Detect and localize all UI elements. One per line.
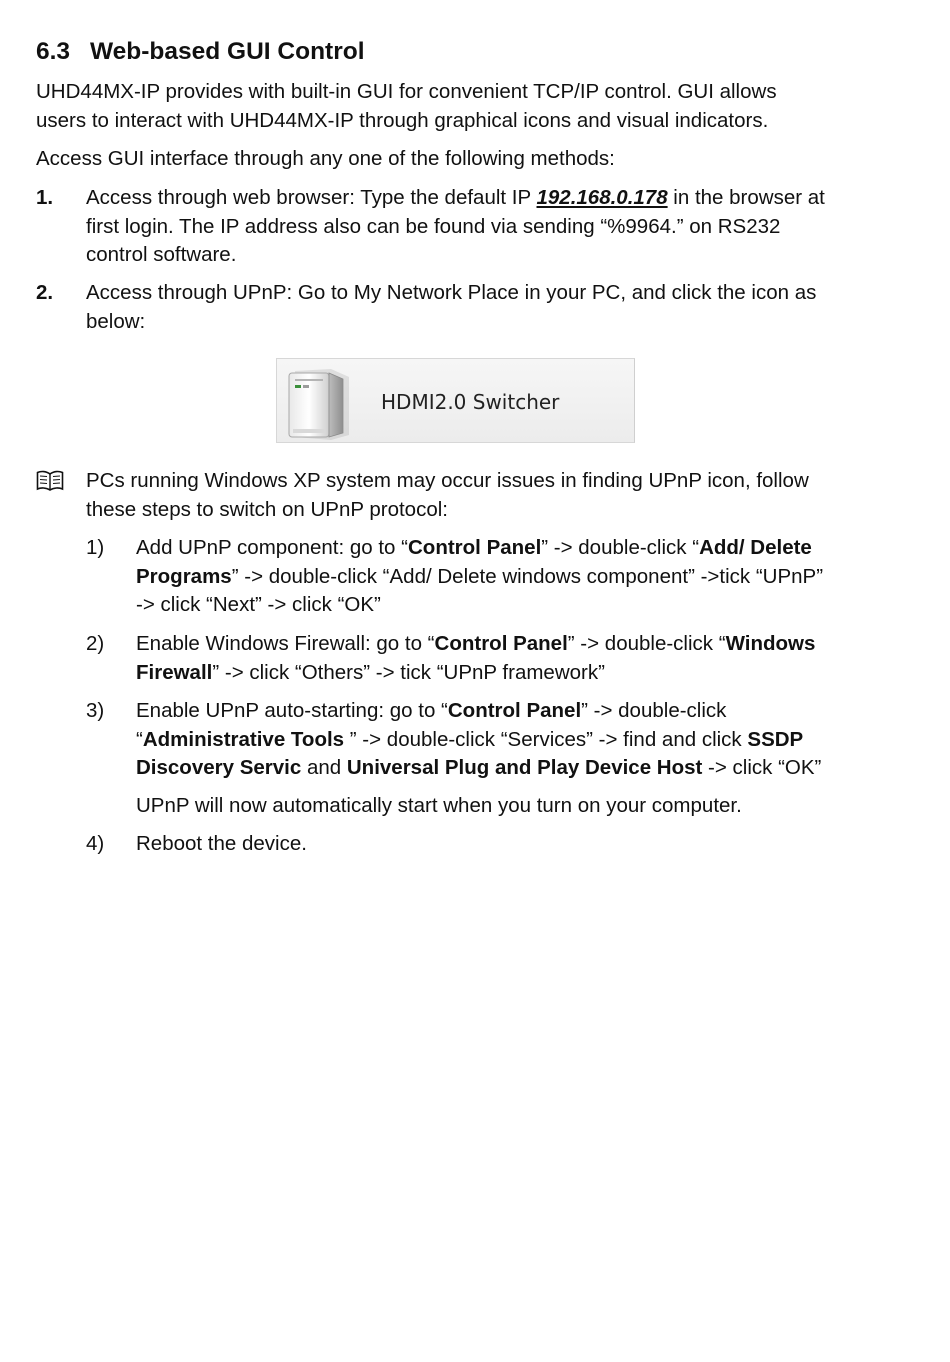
access-lead: Access GUI interface through any one of the following methods: bbox=[36, 147, 615, 170]
step-4-line-1: Reboot the device. bbox=[136, 832, 307, 855]
upnp-device-entry[interactable] bbox=[276, 358, 635, 443]
method-body-2 bbox=[86, 279, 886, 336]
upnp-device-host-term: Universal Plug and Play Device Host bbox=[346, 756, 703, 780]
media-device-icon bbox=[281, 365, 351, 441]
method-1-text-post: in the browser at bbox=[667, 186, 825, 209]
step-2-text-a: Enable Windows Firewall: go to “ bbox=[136, 632, 435, 655]
intro-line-2: users to interact with UHD44MX-IP through graphical icons and visual indicators. bbox=[36, 108, 769, 132]
step-marker-2: 2) bbox=[86, 632, 105, 655]
method-marker-1: 1. bbox=[36, 186, 54, 209]
step-3-line-3 bbox=[136, 754, 876, 783]
step-body-4 bbox=[136, 830, 876, 859]
step-1-text-c: ” -> double-click “Add/ Delete windows component” ->tick “UPnP” bbox=[231, 564, 824, 588]
step-1-line-1 bbox=[136, 534, 876, 563]
upnp-device-label: HDMI2.0 Switcher bbox=[381, 390, 560, 414]
book-icon bbox=[36, 470, 64, 492]
programs-term: Programs bbox=[136, 564, 232, 588]
step-marker-1: 1) bbox=[86, 536, 105, 559]
step-3-line-2 bbox=[136, 726, 876, 755]
method-1-line-1 bbox=[86, 184, 886, 213]
control-panel-term: Control Panel bbox=[434, 632, 568, 655]
section-heading bbox=[36, 36, 365, 68]
method-body-1 bbox=[86, 184, 886, 270]
control-panel-term: Control Panel bbox=[447, 699, 582, 722]
method-2-line-2: below: bbox=[86, 309, 146, 333]
method-1-line-2: first login. The IP address also can be found via sending “%9964.” on RS232 bbox=[86, 214, 781, 238]
discovery-service-term: Discovery Servic bbox=[136, 756, 302, 780]
step-marker-4: 4) bbox=[86, 832, 105, 855]
step-3-text-e: -> click “OK” bbox=[702, 756, 822, 780]
intro-line-1: UHD44MX-IP provides with built-in GUI for convenient TCP/IP control. GUI allows bbox=[36, 80, 777, 103]
method-1-line-3: control software. bbox=[86, 243, 237, 267]
step-3-text-a: Enable UPnP auto-starting: go to “ bbox=[136, 699, 448, 722]
step-2-text-b: ” -> double-click “ bbox=[567, 632, 726, 655]
step-3-text-c: ” -> double-click “Services” -> find and click bbox=[344, 727, 748, 751]
step-marker-3: 3) bbox=[86, 699, 105, 722]
step-2-text-c: ” -> click “Others” -> tick “UPnP framework” bbox=[212, 660, 605, 684]
step-3-line-1 bbox=[136, 697, 876, 726]
note-body bbox=[86, 467, 886, 524]
method-2-line-1: Access through UPnP: Go to My Network Place in your PC, and click the icon as bbox=[86, 281, 817, 304]
intro-paragraph bbox=[36, 78, 886, 135]
default-ip-address: 192.168.0.178 bbox=[536, 186, 668, 209]
step-1-text-a: Add UPnP component: go to “ bbox=[136, 536, 408, 559]
step-body-3 bbox=[136, 697, 876, 783]
method-1-text: Access through web browser: Type the default IP bbox=[86, 186, 537, 209]
note-line-2: these steps to switch on UPnP protocol: bbox=[86, 497, 448, 521]
step-body-2 bbox=[136, 630, 876, 687]
add-delete-term: Add/ Delete bbox=[699, 536, 812, 559]
step-3-followup: UPnP will now automatically start when you turn on your computer. bbox=[136, 794, 742, 817]
step-3-text-b: ” -> double-click bbox=[581, 699, 727, 722]
administrative-tools-term: Administrative Tools bbox=[142, 727, 345, 751]
step-3-text-d: and bbox=[301, 756, 347, 780]
ssdp-term: SSDP bbox=[747, 727, 804, 751]
section-number: 6.3 bbox=[36, 38, 71, 65]
windows-term: Windows bbox=[725, 632, 816, 655]
step-2-line-1 bbox=[136, 630, 876, 659]
step-1-text-b: ” -> double-click “ bbox=[541, 536, 700, 559]
step-1-line-3: -> click “Next” -> click “OK” bbox=[136, 593, 381, 617]
section-title: Web-based GUI Control bbox=[90, 38, 365, 65]
step-body-1 bbox=[136, 534, 876, 620]
step-1-line-2 bbox=[136, 563, 876, 592]
control-panel-term: Control Panel bbox=[408, 536, 542, 559]
method-marker-2: 2. bbox=[36, 281, 54, 304]
note-line-1: PCs running Windows XP system may occur issues in finding UPnP icon, follow bbox=[86, 469, 809, 492]
step-3-quote: “ bbox=[136, 727, 143, 751]
step-2-line-2 bbox=[136, 659, 876, 688]
firewall-term: Firewall bbox=[136, 660, 213, 684]
